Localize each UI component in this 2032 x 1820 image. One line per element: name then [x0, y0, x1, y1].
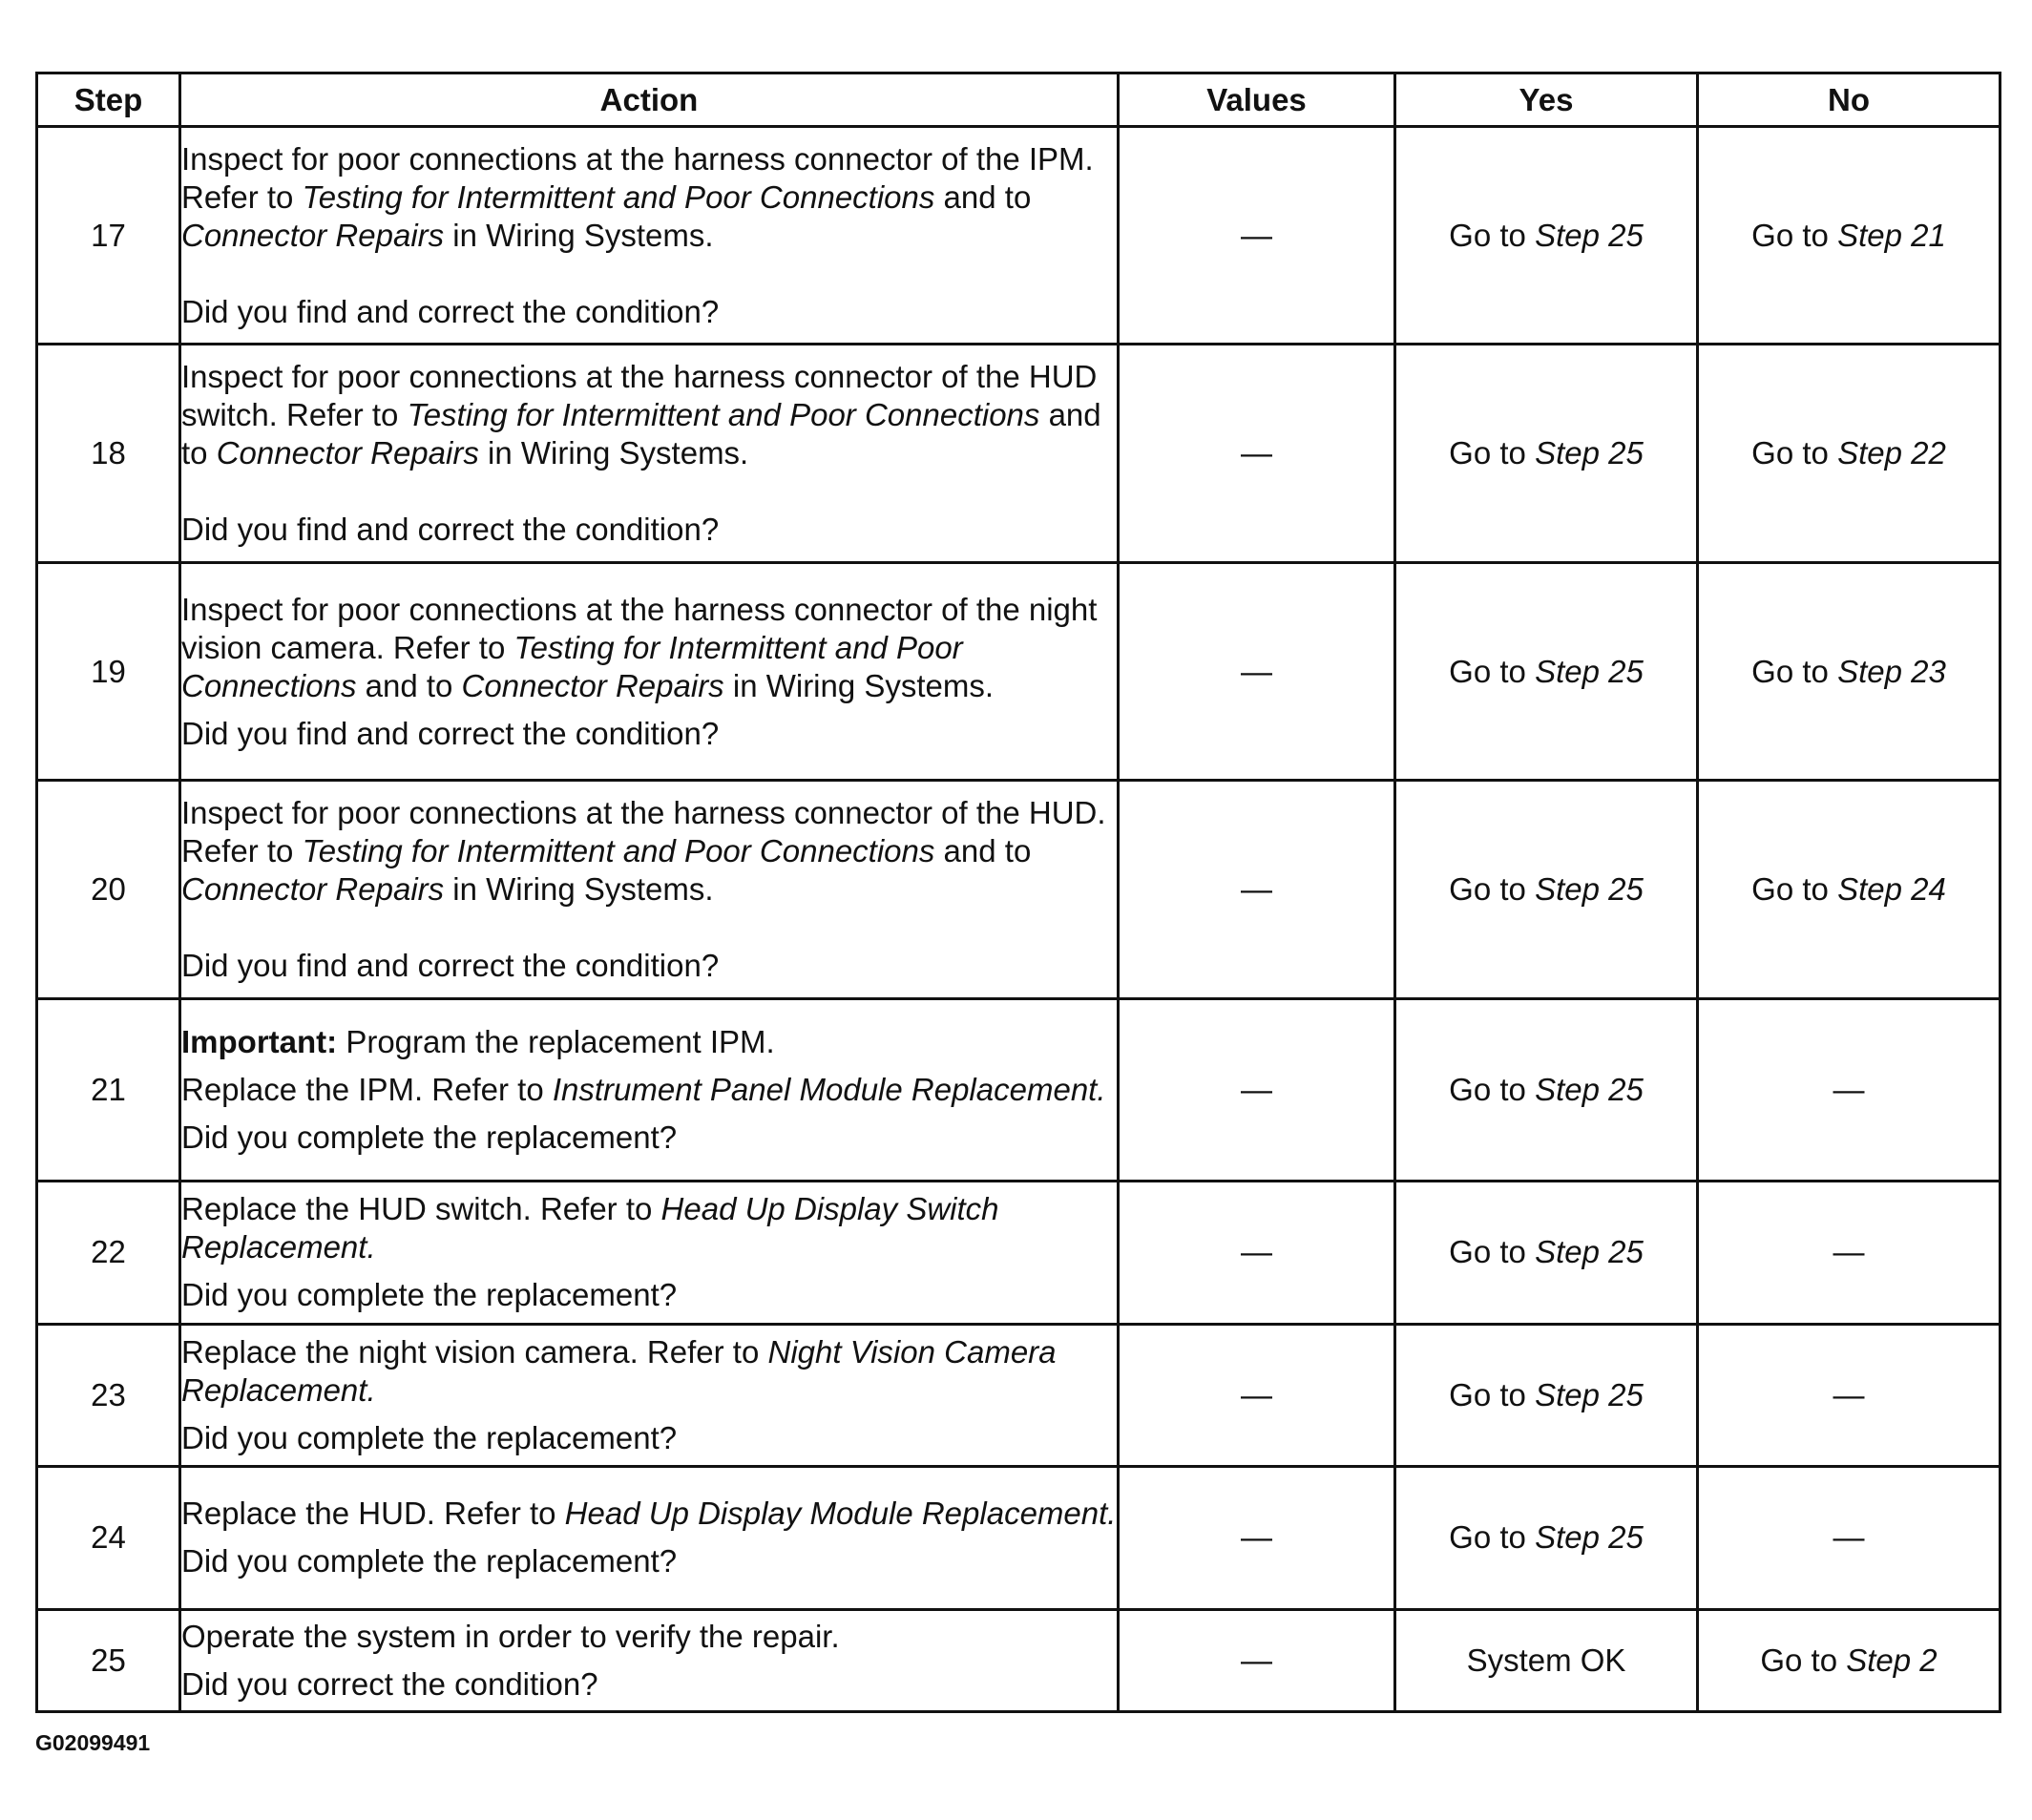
action-question: Did you find and correct the condition? — [181, 715, 720, 751]
yes-cell — [1395, 1181, 1698, 1324]
action-question: Did you find and correct the condition? — [181, 512, 720, 548]
no-dash: — — [1833, 1519, 1865, 1556]
values-cell: — — [1119, 1467, 1395, 1610]
header-step: Step — [37, 73, 180, 127]
action-segment: Replace the night vision camera. Refer to — [181, 1333, 768, 1370]
yes-step-link: Step 25 — [1535, 871, 1644, 908]
table-row — [37, 1467, 2001, 1610]
yes-step-link: Step 25 — [1535, 1519, 1644, 1556]
action-segment: Inspect for poor connections at the harness connector of the night vision camera. Refer to — [181, 591, 1098, 665]
action-cell — [180, 345, 1119, 562]
important-label: Important: — [181, 1023, 338, 1059]
diagnostic-table — [35, 72, 2001, 1713]
action-question: Did you correct the condition? — [181, 1665, 598, 1702]
values-cell: — — [1119, 781, 1395, 998]
no-dash: — — [1833, 1234, 1865, 1270]
action-text — [181, 1190, 1117, 1266]
yes-goto: Go to — [1449, 653, 1536, 689]
values-cell: — — [1119, 562, 1395, 780]
no-cell — [1698, 1467, 2001, 1610]
values-cell: — — [1119, 998, 1395, 1181]
yes-cell — [1395, 781, 1698, 998]
values-cell: — — [1119, 1609, 1395, 1711]
figure-code: G02099491 — [35, 1730, 151, 1755]
action-cell — [180, 1467, 1119, 1610]
step-number: 18 — [37, 345, 180, 562]
action-question: Did you find and correct the condition? — [181, 948, 720, 984]
no-step-link: Step 22 — [1837, 435, 1946, 471]
action-cell — [180, 1324, 1119, 1467]
yes-step-link: Step 25 — [1535, 1376, 1644, 1412]
no-dash: — — [1833, 1071, 1865, 1107]
values-cell: — — [1119, 1181, 1395, 1324]
yes-goto: Go to — [1449, 1519, 1536, 1556]
action-text — [181, 591, 1117, 705]
table-row — [37, 127, 2001, 345]
step-number: 17 — [37, 127, 180, 345]
action-question: Did you complete the replacement? — [181, 1419, 678, 1455]
step-number: 20 — [37, 781, 180, 998]
action-text — [181, 1495, 1117, 1533]
no-step-link: Step 21 — [1837, 217, 1946, 253]
no-goto: Go to — [1751, 435, 1838, 471]
important-note — [181, 1023, 1117, 1061]
header-no: No — [1698, 73, 2001, 127]
no-cell — [1698, 1181, 2001, 1324]
table-row — [37, 1324, 2001, 1467]
action-text — [181, 794, 1117, 909]
no-cell — [1698, 998, 2001, 1181]
action-cell — [180, 998, 1119, 1181]
action-question: Did you find and correct the condition? — [181, 293, 720, 329]
action-reference: Connector Repairs — [461, 667, 724, 703]
table-row — [37, 781, 2001, 998]
action-segment: Operate the system in order to verify the repair. — [181, 1618, 840, 1654]
no-cell — [1698, 127, 2001, 345]
yes-goto: Go to — [1449, 435, 1536, 471]
action-reference: Instrument Panel Module Replacement. — [552, 1071, 1106, 1107]
no-step-link: Step 24 — [1837, 871, 1946, 908]
no-step-link: Step 23 — [1837, 653, 1946, 689]
yes-cell — [1395, 998, 1698, 1181]
yes-cell — [1395, 1609, 1698, 1711]
step-number: 19 — [37, 562, 180, 780]
no-cell — [1698, 1609, 2001, 1711]
table-row — [37, 562, 2001, 780]
action-reference: Head Up Display Module Replacement. — [564, 1496, 1117, 1532]
values-cell: — — [1119, 345, 1395, 562]
yes-goto: Go to — [1449, 871, 1536, 908]
no-goto: Go to — [1751, 217, 1838, 253]
step-number: 22 — [37, 1181, 180, 1324]
action-question: Did you complete the replacement? — [181, 1543, 678, 1579]
action-reference: Connector Repairs — [216, 435, 479, 471]
action-reference: Testing for Intermittent and Poor Connections — [181, 629, 963, 703]
action-segment: Replace the HUD switch. Refer to — [181, 1191, 661, 1227]
action-segment: Inspect for poor connections at the harness connector of the HUD switch. Refer to — [181, 359, 1098, 433]
header-row — [37, 73, 2001, 127]
action-text — [181, 1618, 1117, 1656]
yes-cell — [1395, 1467, 1698, 1610]
yes-cell — [1395, 562, 1698, 780]
action-reference: Testing for Intermittent and Poor Connections — [407, 397, 1040, 433]
header-yes: Yes — [1395, 73, 1698, 127]
yes-cell — [1395, 127, 1698, 345]
table-row — [37, 998, 2001, 1181]
action-cell — [180, 1609, 1119, 1711]
table-row — [37, 1609, 2001, 1711]
values-cell: — — [1119, 127, 1395, 345]
header-action: Action — [180, 73, 1119, 127]
action-cell — [180, 562, 1119, 780]
action-reference: Testing for Intermittent and Poor Connections — [302, 178, 935, 215]
no-goto: Go to — [1760, 1642, 1847, 1678]
action-text — [181, 358, 1117, 472]
values-cell: — — [1119, 1324, 1395, 1467]
action-text — [181, 1071, 1117, 1109]
yes-step-link: Step 25 — [1535, 1071, 1644, 1107]
yes-cell — [1395, 1324, 1698, 1467]
action-segment: Replace the IPM. Refer to — [181, 1071, 553, 1107]
action-segment: and to — [934, 178, 1032, 215]
yes-cell — [1395, 345, 1698, 562]
action-segment: and to — [356, 667, 462, 703]
no-cell — [1698, 345, 2001, 562]
action-question: Did you complete the replacement? — [181, 1277, 678, 1313]
yes-goto: Go to — [1449, 1071, 1536, 1107]
no-goto: Go to — [1751, 871, 1838, 908]
action-question: Did you complete the replacement? — [181, 1119, 678, 1155]
action-reference: Connector Repairs — [181, 871, 445, 908]
action-cell — [180, 781, 1119, 998]
no-goto: Go to — [1751, 653, 1838, 689]
yes-step-link: Step 25 — [1535, 1234, 1644, 1270]
action-reference: Night Vision Camera Replacement. — [181, 1333, 1057, 1408]
action-reference: Testing for Intermittent and Poor Connections — [302, 833, 935, 869]
yes-step-link: Step 25 — [1535, 653, 1644, 689]
yes-goto: Go to — [1449, 1376, 1536, 1412]
no-cell — [1698, 562, 2001, 780]
yes-step-link: Step 25 — [1535, 217, 1644, 253]
action-segment: in Wiring Systems. — [444, 217, 714, 253]
no-cell — [1698, 781, 2001, 998]
step-number: 21 — [37, 998, 180, 1181]
no-step-link: Step 2 — [1846, 1642, 1938, 1678]
no-cell — [1698, 1324, 2001, 1467]
action-segment: Replace the HUD. Refer to — [181, 1496, 565, 1532]
action-segment: and to — [181, 397, 1101, 471]
step-number: 25 — [37, 1609, 180, 1711]
action-cell — [180, 127, 1119, 345]
action-segment: Inspect for poor connections at the harness connector of the IPM. Refer to — [181, 140, 1094, 215]
action-text — [181, 140, 1117, 255]
yes-step-link: Step 25 — [1535, 435, 1644, 471]
action-cell — [180, 1181, 1119, 1324]
action-segment: and to — [934, 833, 1032, 869]
step-number: 24 — [37, 1467, 180, 1610]
action-segment: in Wiring Systems. — [444, 871, 714, 908]
table-row — [37, 1181, 2001, 1324]
header-values: Values — [1119, 73, 1395, 127]
action-reference: Connector Repairs — [181, 217, 445, 253]
table-row — [37, 345, 2001, 562]
no-dash: — — [1833, 1376, 1865, 1412]
yes-goto: Go to — [1449, 217, 1536, 253]
important-text: Program the replacement IPM. — [337, 1023, 775, 1059]
step-number: 23 — [37, 1324, 180, 1467]
yes-result: System OK — [1466, 1642, 1626, 1678]
action-text — [181, 1333, 1117, 1410]
action-segment: in Wiring Systems. — [478, 435, 749, 471]
action-segment: Inspect for poor connections at the harness connector of the HUD. Refer to — [181, 795, 1106, 869]
yes-goto: Go to — [1449, 1234, 1536, 1270]
action-reference: Head Up Display Switch Replacement. — [181, 1191, 999, 1266]
table-body — [37, 127, 2001, 1712]
action-segment: in Wiring Systems. — [723, 667, 995, 703]
